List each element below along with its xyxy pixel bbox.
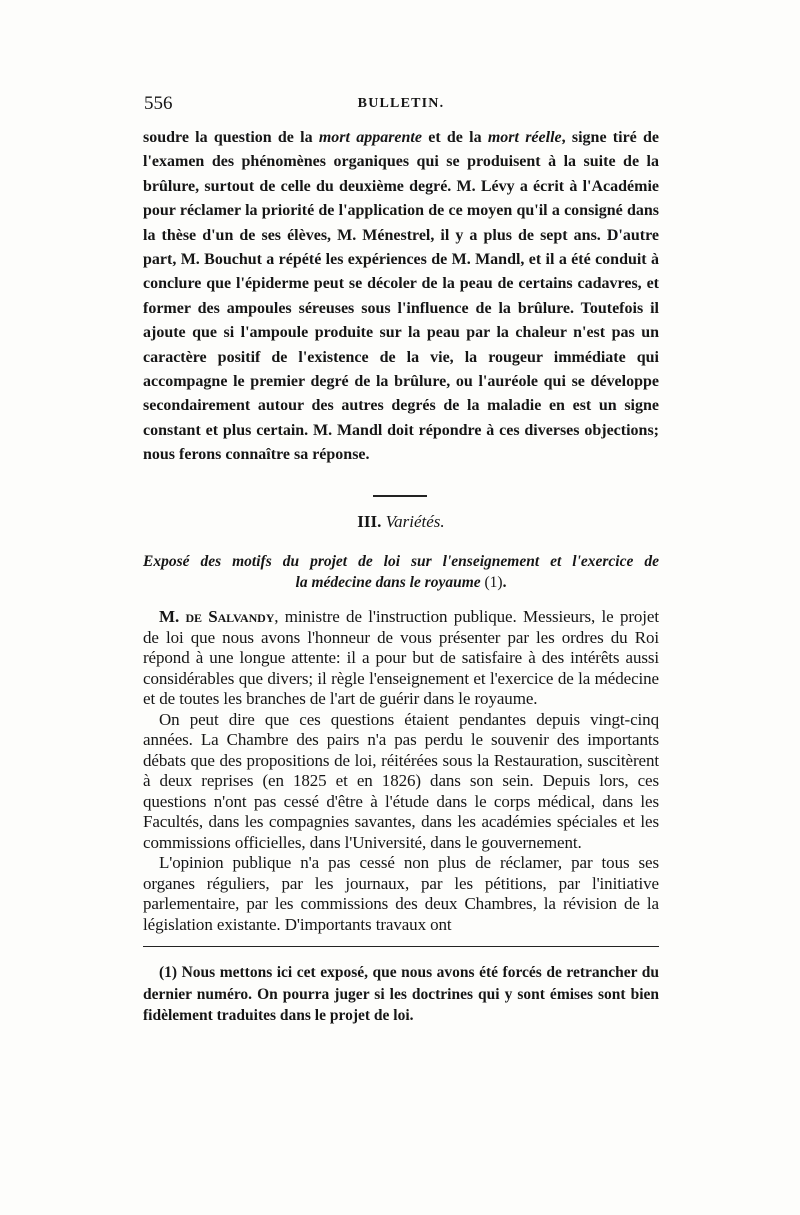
section-title: Variétés.: [385, 512, 445, 531]
speech-paragraph: L'opinion publique n'a pas cessé non plus de réclamer, par tous ses organes réguliers, par les journaux, par les pétitions, par l'initiative parlementaire, par les commissions des deux Chambres, la révision de la législation existante. D'importants travaux ont: [143, 853, 659, 934]
section-numeral: III.: [357, 512, 382, 531]
paragraph-brulure: [143, 126, 659, 468]
speech-text: [143, 607, 659, 935]
footnote-reference: (1): [484, 574, 503, 591]
paragraph-italic-segment: mort réelle: [487, 129, 562, 146]
article-title-line2: la médecine dans le royaume: [295, 574, 481, 591]
section-divider: [373, 495, 427, 497]
running-title: BULLETIN.: [357, 96, 445, 111]
footnote-separator: [143, 946, 659, 947]
paragraph-segment: et de la: [421, 129, 488, 146]
section-heading: [143, 512, 659, 532]
speech-paragraph: On peut dire que ces questions étaient pendantes depuis vingt-cinq années. La Chambre des pairs n'a pas perdu le souvenir des importants débats que des propositions de loi, réitérées sous la Restauration, suscitèrent à deux reprises (en 1825 et en 1826) dans son sein. Depuis lors, ces questions n'ont pas cessé d'être à l'étude dans le corps médical, dans les Facultés, dans les compagnies savantes, dans les académies spéciales et les commissions officielles, dans l'Université, dans le gouvernement.: [143, 709, 659, 852]
footnote: [143, 962, 659, 1027]
speech-paragraph: [143, 607, 659, 710]
footnote-text: (1) Nous mettons ici cet exposé, que nous avons été forcés de retrancher du dernier numéro. On pourra juger si les doctrines qui y sont émises sont bien fidèlement traduites dans le projet de loi.: [143, 964, 659, 1024]
page-number: 556: [144, 93, 173, 114]
paragraph-italic-segment: mort apparente: [318, 129, 422, 146]
speech-paragraph-text: , ministre de l'instruction publique. Messieurs, le projet de loi que nous avons l'honneur de vous présenter par les ordres du Roi répond à une longue attente: il a pour but de satisfaire à des intérêts aussi considérables que divers; il règle l'enseignement et l'exercice de la médecine et de toutes les branches de l'art de guérir dans le royaume.: [143, 607, 659, 708]
paragraph-segment: , signe tiré de l'examen des phénomènes organiques qui se produisent à la suite de la brûlure, surtout de celle du deuxième degré. M. Lévy a écrit à l'Académie pour réclamer la priorité de l'application de ce moyen qu'il a consigné dans la thèse d'un de ses élèves, M. Ménestrel, il y a plus de sept ans. D'autre part, M. Bouchut a répété les expériences de M. Mandl, et il a été conduit à conclure que l'épiderme peut se décoler de la peau de certains cadavres, et former des ampoules séreuses sous l'influence de la brûlure. Toutefois il ajoute que si l'ampoule produite sur la peau par la chaleur n'est pas un caractère positif de l'existence de la vie, la rougeur immédiate qui accompagne le premier degré de la brûlure, ou l'auréole qui se développe secondairement autour des autres degrés de la maladie en est un signe constant et plus certain. M. Mandl doit répondre à ces diverses objections; nous ferons connaître sa réponse.: [143, 129, 660, 464]
article-title-line1: Exposé des motifs du projet de loi sur l'enseignement et l'exercice de: [143, 553, 659, 570]
paragraph-segment: soudre la question de la: [143, 129, 319, 146]
article-title: [143, 551, 659, 593]
page-header: [144, 93, 658, 119]
article-title-end: .: [502, 574, 507, 591]
speaker-name: M. de Salvandy: [159, 607, 275, 626]
